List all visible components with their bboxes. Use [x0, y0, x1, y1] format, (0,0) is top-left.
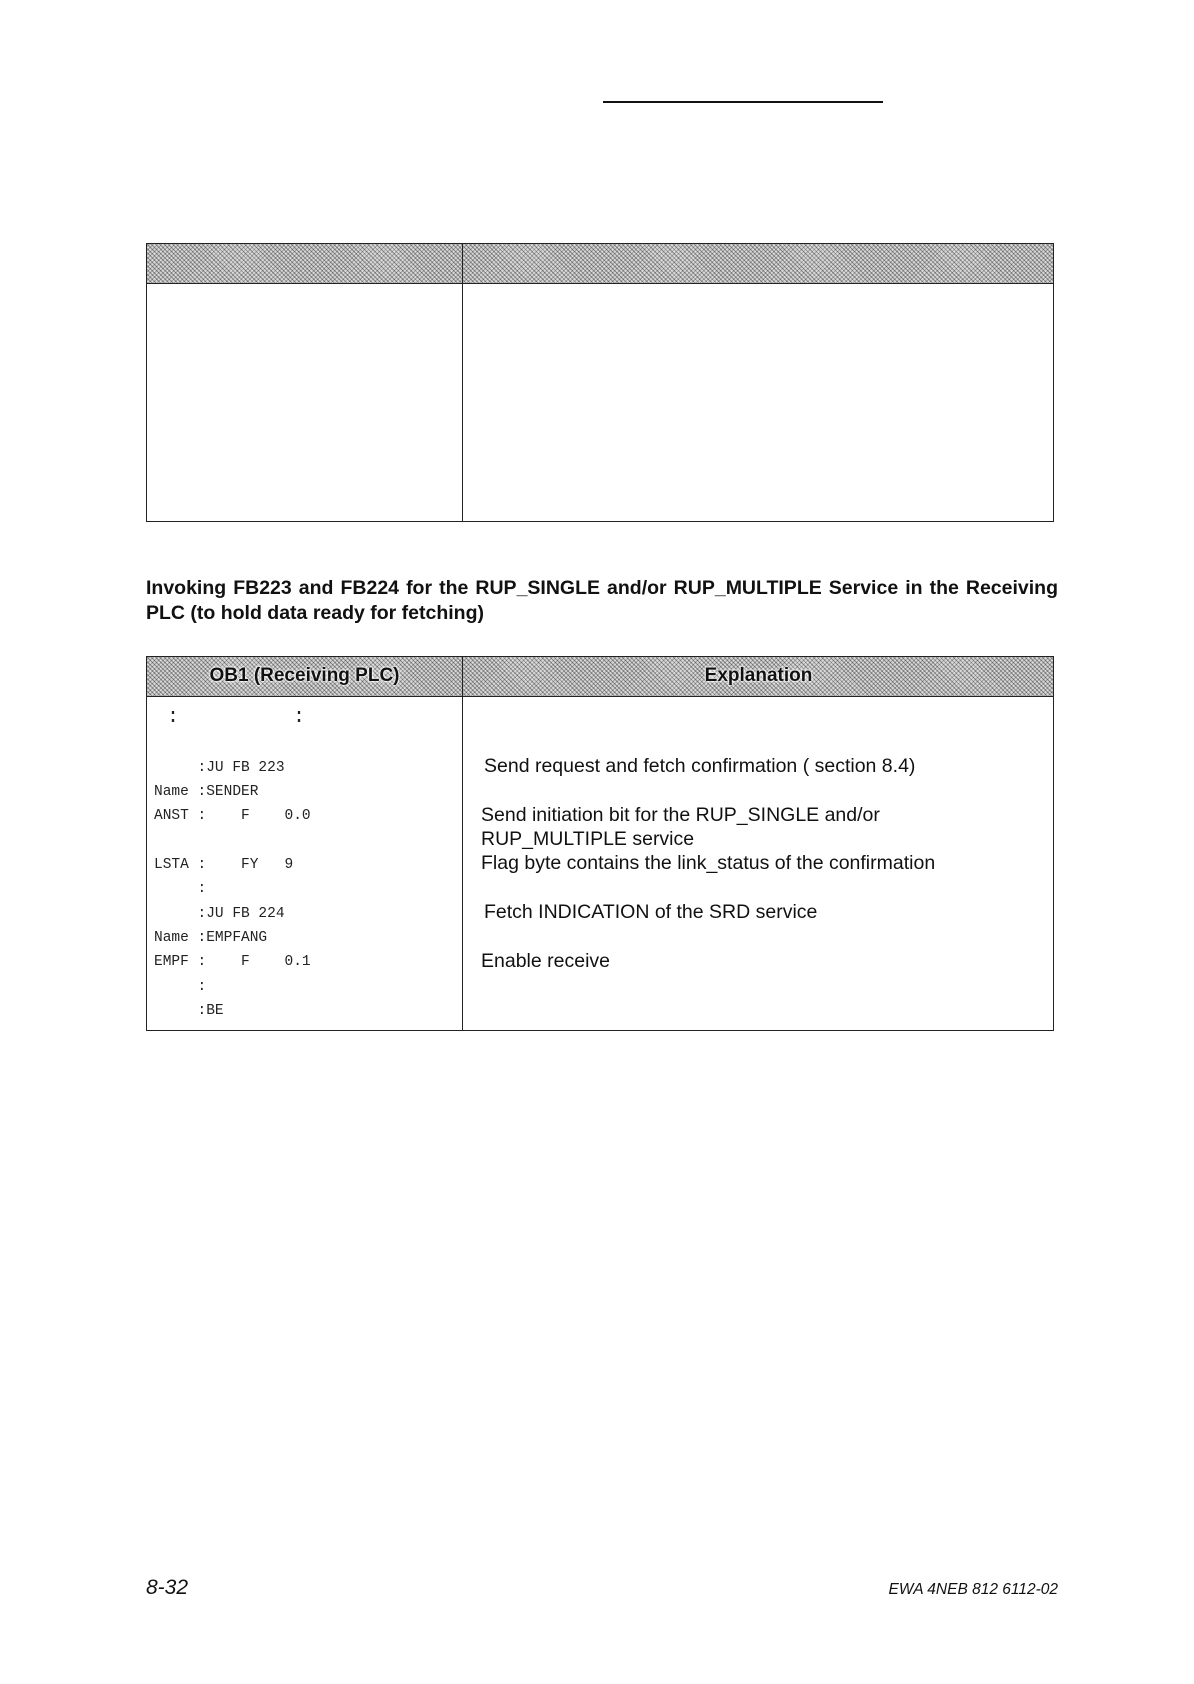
code-line: Name :SENDER: [154, 784, 259, 800]
code-line: ANST : F 0.0: [154, 808, 311, 824]
top-rule: [603, 101, 883, 103]
top-colon-right: :: [293, 706, 306, 729]
explanation-line: Flag byte contains the link_status of the confirmation: [481, 852, 936, 874]
code-line: :JU FB 223: [154, 760, 285, 776]
code-line: :: [154, 881, 207, 897]
empty-table-divider: [462, 244, 463, 521]
col-header-ob1: OB1 (Receiving PLC): [209, 665, 400, 686]
section-heading: Invoking FB223 and FB224 for the RUP_SINGLE and/or RUP_MULTIPLE Service in the Receiving PLC (to hold data ready for fetching): [146, 577, 1058, 624]
document-id: EWA 4NEB 812 6112-02: [888, 1581, 1058, 1598]
code-line: :BE: [154, 1003, 224, 1019]
ob1-table-header: [147, 657, 1053, 697]
col-header-explanation: Explanation: [704, 665, 813, 686]
top-colon-left: :: [167, 706, 180, 729]
ob1-table-divider: [462, 657, 463, 1030]
code-line: Name :EMPFANG: [154, 930, 268, 946]
explanation-line: RUP_MULTIPLE service: [481, 828, 695, 850]
explanation-line: Fetch INDICATION of the SRD service: [484, 901, 818, 923]
empty-table: [146, 243, 1054, 522]
ob1-table: [146, 656, 1054, 1031]
explanation-line: Send initiation bit for the RUP_SINGLE and/or: [481, 804, 880, 826]
explanation-line: Send request and fetch confirmation ( section 8.4): [484, 755, 916, 777]
explanation-line: Enable receive: [481, 950, 610, 972]
code-line: :JU FB 224: [154, 906, 285, 922]
code-line: :: [154, 979, 207, 995]
code-line: EMPF : F 0.1: [154, 954, 311, 970]
empty-table-header: [147, 244, 1053, 284]
page-number: 8-32: [146, 1576, 189, 1599]
code-line: LSTA : FY 9: [154, 857, 294, 873]
